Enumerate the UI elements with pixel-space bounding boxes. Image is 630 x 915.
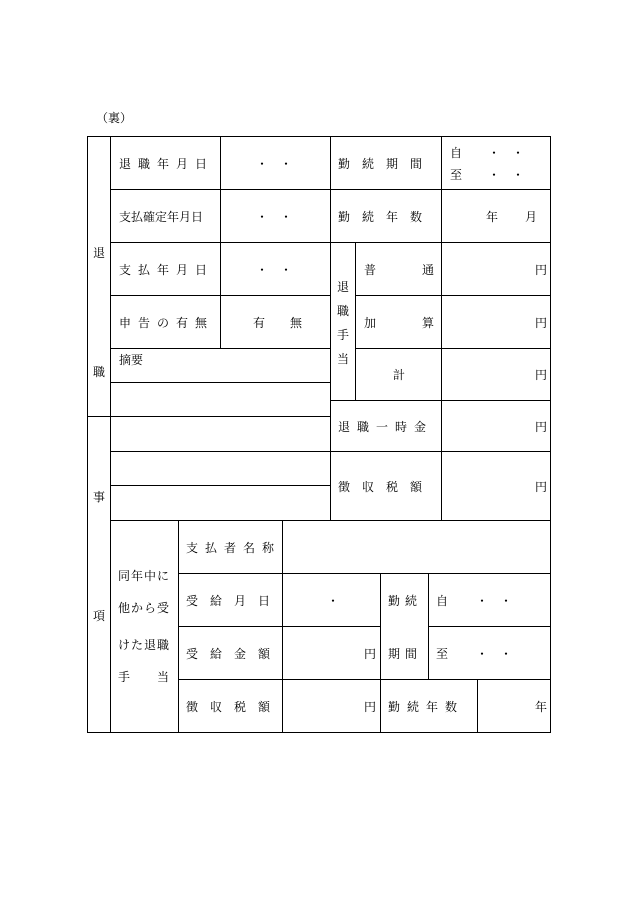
other-heading-line-3: けた退職 [118,638,171,652]
service-from-dots[interactable]: ・ ・ [488,146,525,160]
service-to-label: 至 [450,168,463,182]
pay-date-value[interactable]: ・ ・ [256,263,293,277]
side-char-2: 職 [93,365,106,379]
withholding-label: 徴収税額 [186,700,283,714]
service-month-unit: 月 [525,210,538,224]
tax-unit: 円 [535,480,548,494]
allowance-vchar-2: 職 [337,304,350,318]
service-years-label: 勤続年数 [338,210,435,224]
pay-date-label: 支払年月日 [119,263,215,277]
other-heading-line-2: 他から受 [118,601,171,615]
other-period-bottom: 期間 [388,647,423,661]
other-to-label: 至 [436,647,449,661]
retire-date-value[interactable]: ・ ・ [256,157,293,171]
retire-date-label: 退職年月日 [119,157,215,171]
service-period-label: 勤続期間 [338,157,435,171]
withholding-unit: 円 [364,700,377,714]
pay-fix-date-label: 支払確定年月日 [119,210,204,224]
receipt-amount-label: 受給金額 [186,647,283,661]
allowance-vchar-3: 手 [337,328,350,342]
allowance-additional-unit: 円 [535,316,548,330]
payer-name-label: 支払者名称 [186,541,282,555]
lump-sum-unit: 円 [535,420,548,434]
receipt-date-value[interactable]: ・ [327,594,340,608]
allowance-total-unit: 円 [535,368,548,382]
pay-fix-date-value[interactable]: ・ ・ [256,210,293,224]
service-year-unit: 年 [486,210,499,224]
side-char-4: 項 [93,609,106,623]
lump-sum-label: 退職一時金 [338,420,434,434]
allowance-additional-label: 加算 [364,316,481,330]
other-year-unit: 年 [535,700,548,714]
allowance-vchar-1: 退 [337,280,350,294]
other-from-label: 自 [436,594,449,608]
allowance-normal-unit: 円 [535,263,548,277]
receipt-date-label: 受給月日 [186,594,283,608]
allowance-normal-label: 普通 [364,263,481,277]
other-heading-line-4: 手 当 [118,670,171,684]
other-period-top: 勤続 [388,594,423,608]
allowance-total-label: 計 [393,368,406,382]
receipt-amount-unit: 円 [364,647,377,661]
other-heading-line-1: 同年中に [118,569,171,583]
side-char-1: 退 [93,246,106,260]
declaration-no[interactable]: 無 [290,316,303,330]
declaration-yes[interactable]: 有 [253,316,266,330]
declaration-label: 申告の有無 [119,316,215,330]
summary-label: 摘要 [119,353,144,367]
service-from-label: 自 [450,146,463,160]
reverse-side-label: （裏） [96,111,133,125]
tax-label: 徴収税額 [338,480,435,494]
service-to-dots[interactable]: ・ ・ [488,168,525,182]
other-from-dots[interactable]: ・ ・ [476,594,513,608]
side-char-3: 事 [93,490,106,504]
other-years-label: 勤続年数 [388,700,465,714]
allowance-vchar-4: 当 [337,352,350,366]
other-to-dots[interactable]: ・ ・ [476,647,513,661]
